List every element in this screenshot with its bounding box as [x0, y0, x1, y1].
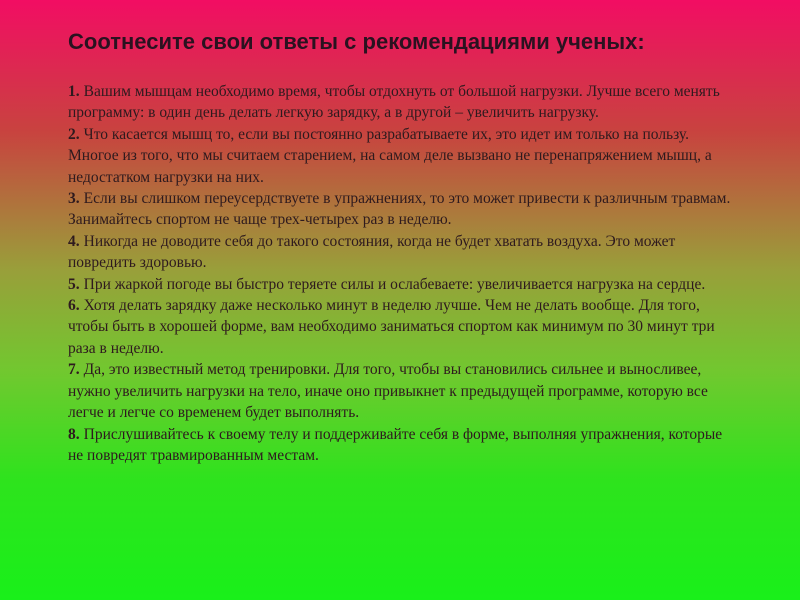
slide-title: Соотнесите свои ответы с рекомендациями ученых: [68, 29, 645, 54]
list-item [68, 424, 738, 467]
item-text: Прислушивайтесь к своему телу и поддерживайте себя в форме, выполняя упражнения, которые не повредят травмированным местам. [68, 425, 723, 464]
item-text: Если вы слишком переусердствуете в упражнениях, то это может привести к различным травмам. Занимайтесь спортом не чаще трех-четырех раз в неделю. [68, 190, 731, 229]
item-number: 6. [68, 297, 80, 315]
item-text: Никогда не доводите себя до такого состояния, когда не будет хватать воздуха. Это может повредить здоровью. [68, 232, 676, 272]
item-text: Что касается мышц то, если вы постоянно разрабатываете их, это идет им только на пользу. Многое из того, что мы считаем старением, на самом деле вызвано не перенапряжением мышц, а недостатком нагрузки на них. [68, 125, 712, 186]
list-item [68, 231, 738, 274]
item-number: 8. [68, 425, 80, 443]
item-number: 3. [68, 190, 80, 208]
item-text: Да, это известный метод тренировки. Для того, чтобы вы становились сильнее и выносливее, нужно увеличить нагрузки на тело, иначе оно привыкнет к предыдущей программе, которую все легче и легче со временем будет выполнять. [68, 361, 708, 422]
list-item [68, 81, 738, 124]
list-item [68, 295, 738, 359]
recommendations-list [68, 81, 738, 466]
list-item [68, 188, 738, 231]
item-text: Хотя делать зарядку даже несколько минут в неделю лучше. Чем не делать вообще. Для того, чтобы быть в хорошей форме, вам необходимо заниматься спортом как минимум по 30 минут три раза в неделю. [68, 297, 715, 357]
list-item [68, 274, 738, 295]
item-text: При жаркой погоде вы быстро теряете силы и ослабеваете: увеличивается нагрузка на сердце. [83, 275, 706, 293]
item-text: Вашим мышцам необходимо время, чтобы отдохнуть от большой нагрузки. Лучше всего менять программу: в один день делать легкую зарядку, а в другой – увеличить нагрузку. [68, 83, 720, 122]
item-number: 1. [68, 83, 80, 100]
item-number: 4. [68, 232, 80, 250]
item-number: 7. [68, 361, 80, 379]
list-item [68, 124, 738, 188]
item-number: 2. [68, 125, 80, 143]
list-item [68, 359, 738, 423]
item-number: 5. [68, 275, 80, 293]
